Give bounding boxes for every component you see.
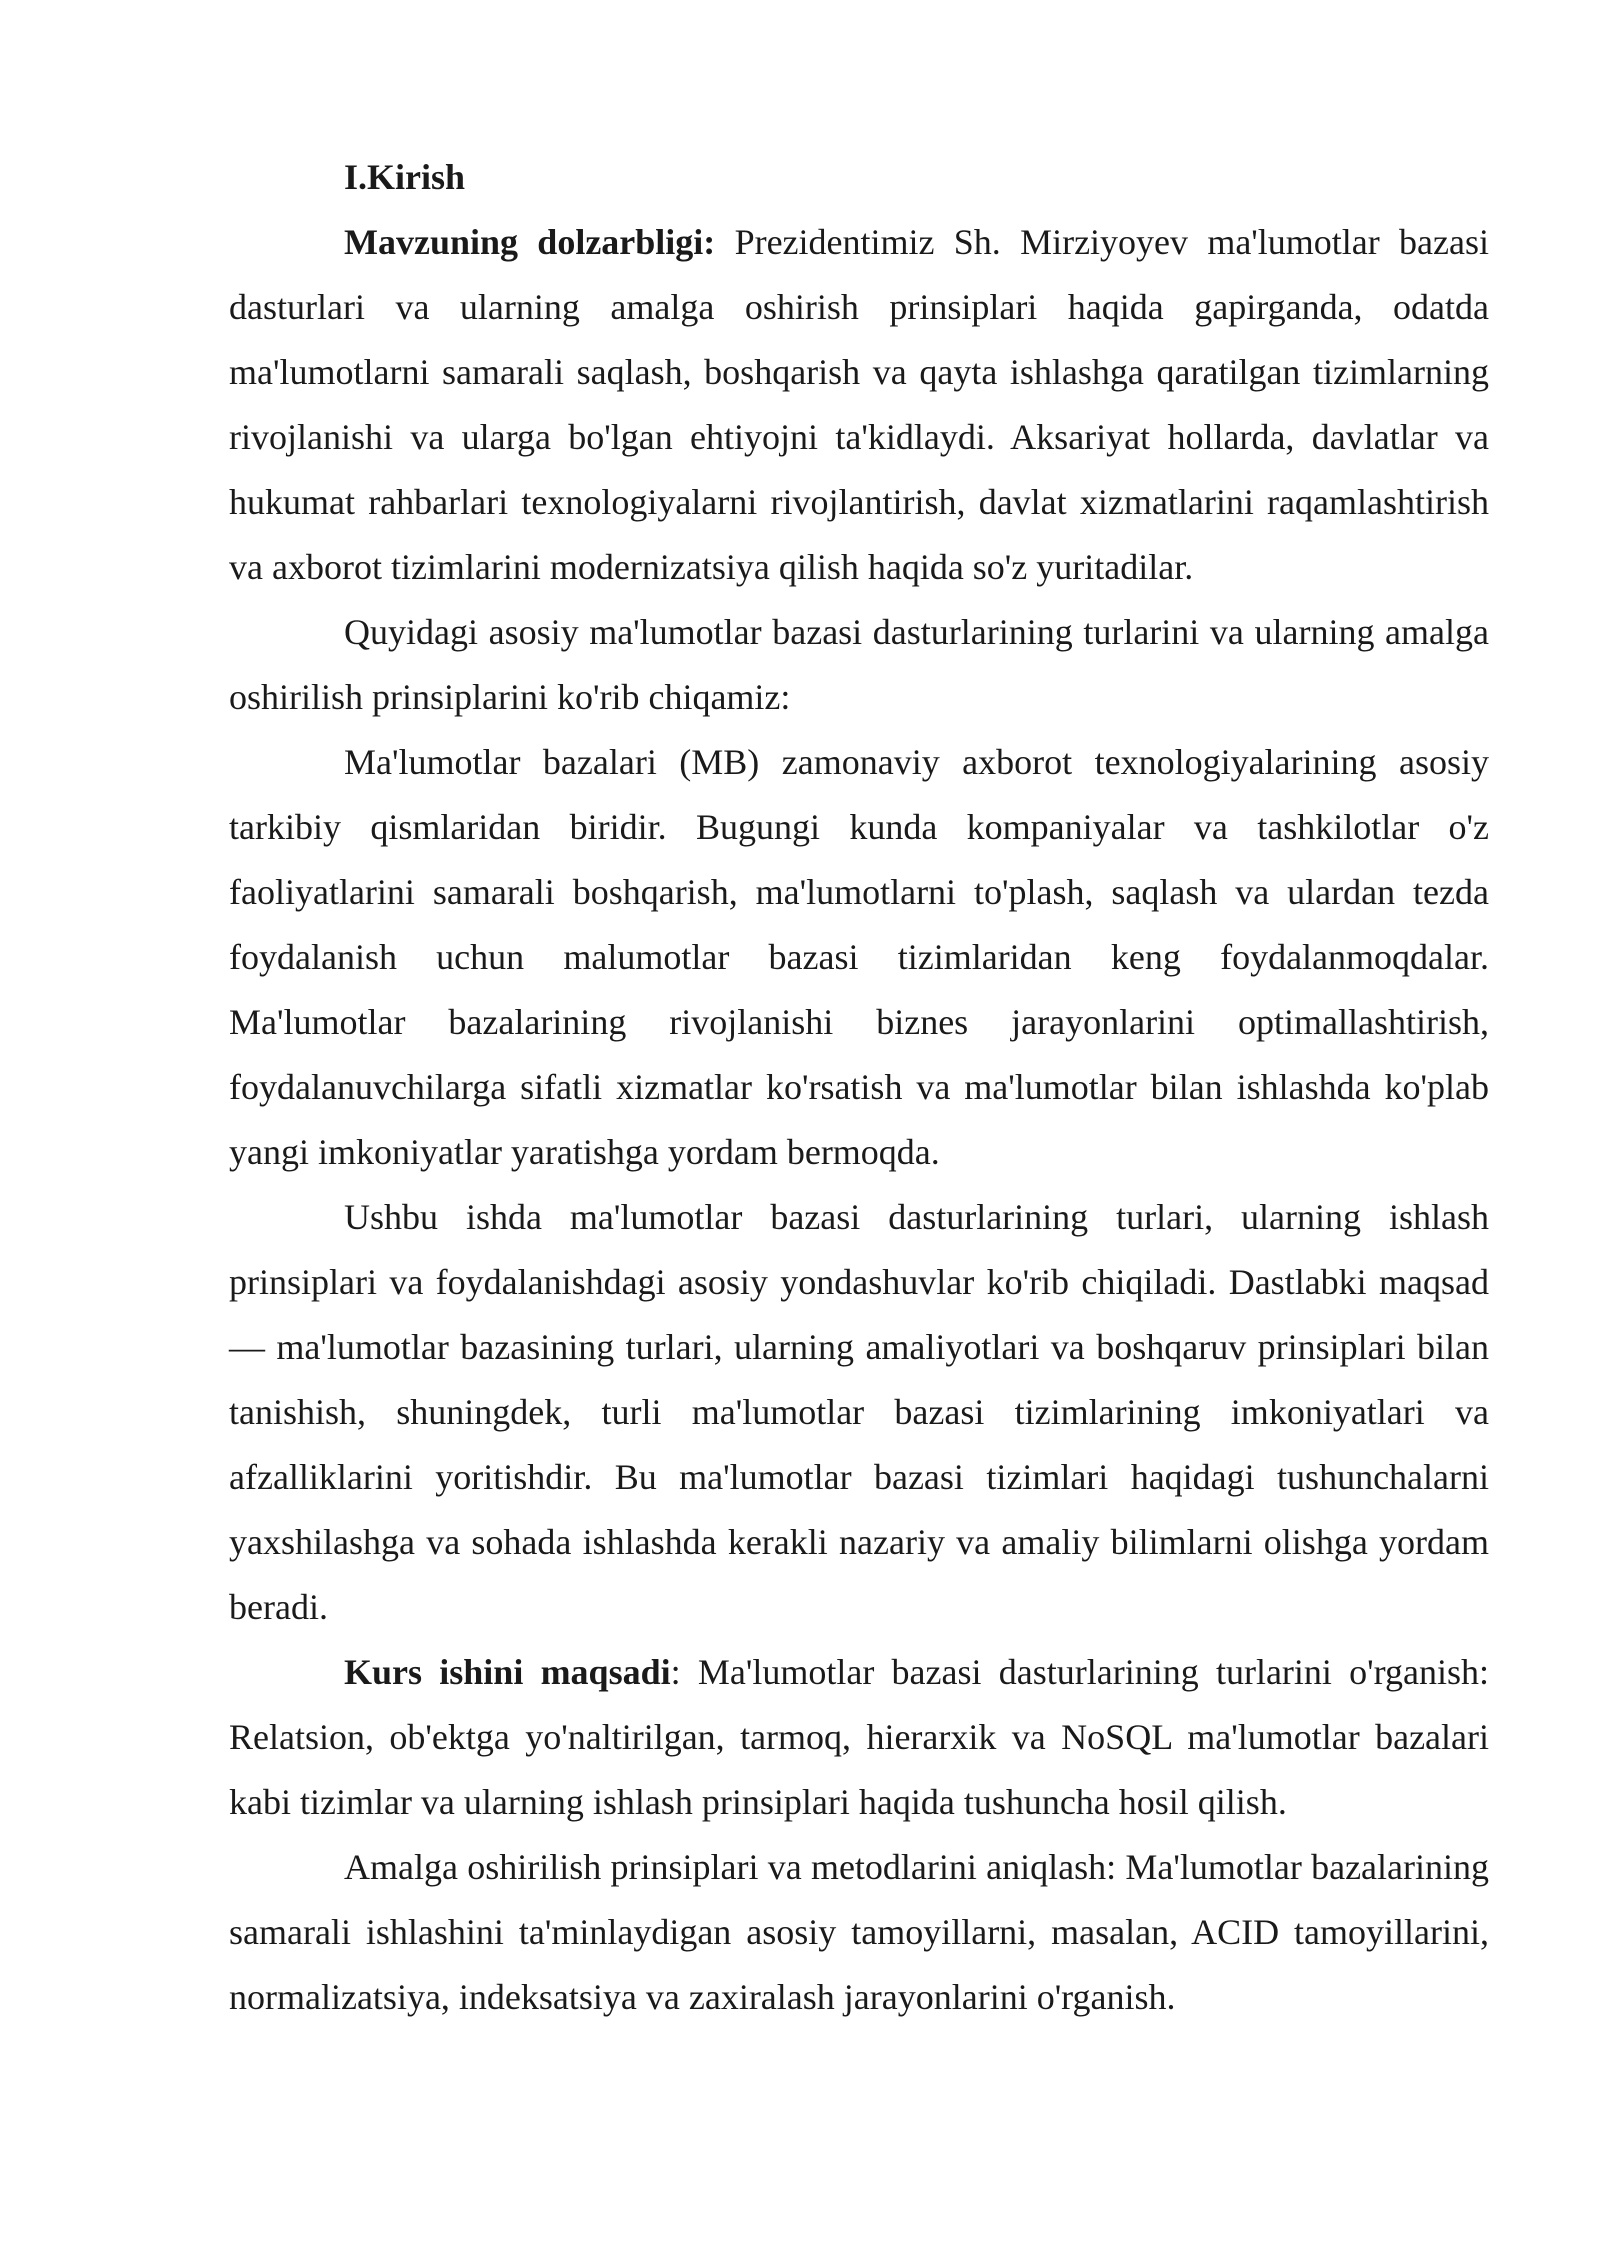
paragraph-lead-relevance: Mavzuning dolzarbligi: — [344, 222, 716, 262]
paragraph-databases-intro — [229, 730, 1489, 1185]
paragraph-text-overview: Quyidagi asosiy ma'lumotlar bazasi dasturlarining turlarini va ularning amalga oshirilish prinsiplarini ko'rib chiqamiz: — [229, 612, 1489, 717]
paragraph-relevance — [229, 210, 1489, 600]
paragraph-principles — [229, 1835, 1489, 2030]
paragraph-text-principles: Amalga oshirilish prinsiplari va metodlarini aniqlash: Ma'lumotlar bazalarining samarali ishlashini ta'minlaydigan asosiy tamoyillarni, masalan, ACID tamoyillarini, normalizatsiya, indeksatsiya va zaxiralash jarayonlarini o'rganish. — [229, 1847, 1489, 2017]
section-heading: I.Kirish — [344, 157, 466, 197]
paragraph-text-relevance: Prezidentimiz Sh. Mirziyoyev ma'lumotlar bazasi dasturlari va ularning amalga oshirish prinsiplari haqida gapirganda, odatda ma'lumotlarni samarali saqlash, boshqarish va qayta ishlashga qaratilgan tizimlarning rivojlanishi va ularga bo'lgan ehtiyojni ta'kidlaydi. Aksariyat hollarda, davlatlar va hukumat rahbarlari texnologiyalarni rivojlantirish, davlat xizmatlarini raqamlashtirish va axborot tizimlarini modernizatsiya qilish haqida so'z yuritadilar. — [229, 222, 1489, 587]
paragraph-work-scope — [229, 1185, 1489, 1640]
paragraph-text-course-goal: : Ma'lumotlar bazasi dasturlarining turlarini o'rganish: Relatsion, ob'ektga yo'naltirilgan, tarmoq, hierarxik va NoSQL ma'lumotlar bazalari kabi tizimlar va ularning ishlash prinsiplari haqida tushuncha hosil qilish. — [229, 1652, 1489, 1822]
paragraph-lead-course-goal: Kurs ishini maqsadi — [344, 1652, 671, 1692]
paragraph-course-goal — [229, 1640, 1489, 1835]
paragraph-overview — [229, 600, 1489, 730]
paragraph-text-work-scope: Ushbu ishda ma'lumotlar bazasi dasturlarining turlari, ularning ishlash prinsiplari va foydalanishdagi asosiy yondashuvlar ko'rib chiqiladi. Dastlabki maqsad — ma'lumotlar bazasining turlari, ularning amaliyotlari va boshqaruv prinsiplari bilan tanishish, shuningdek, turli ma'lumotlar bazasi tizimlarining imkoniyatlari va afzalliklarini yoritishdir. Bu ma'lumotlar bazasi tizimlari haqidagi tushunchalarni yaxshilashga va sohada ishlashda kerakli nazariy va amaliy bilimlarni olishga yordam beradi. — [229, 1197, 1489, 1627]
paragraph-text-databases-intro: Ma'lumotlar bazalari (MB) zamonaviy axborot texnologiyalarining asosiy tarkibiy qismlaridan biridir. Bugungi kunda kompaniyalar va tashkilotlar o'z faoliyatlarini samarali boshqarish, ma'lumotlarni to'plash, saqlash va ulardan tezda foydalanish uchun malumotlar bazasi tizimlaridan keng foydalanmoqdalar. Ma'lumotlar bazalarining rivojlanishi biznes jarayonlarini optimallashtirish, foydalanuvchilarga sifatli xizmatlar ko'rsatish va ma'lumotlar bilan ishlashda ko'plab yangi imkoniyatlar yaratishga yordam bermoqda. — [229, 742, 1489, 1172]
document-page — [229, 145, 1489, 2030]
